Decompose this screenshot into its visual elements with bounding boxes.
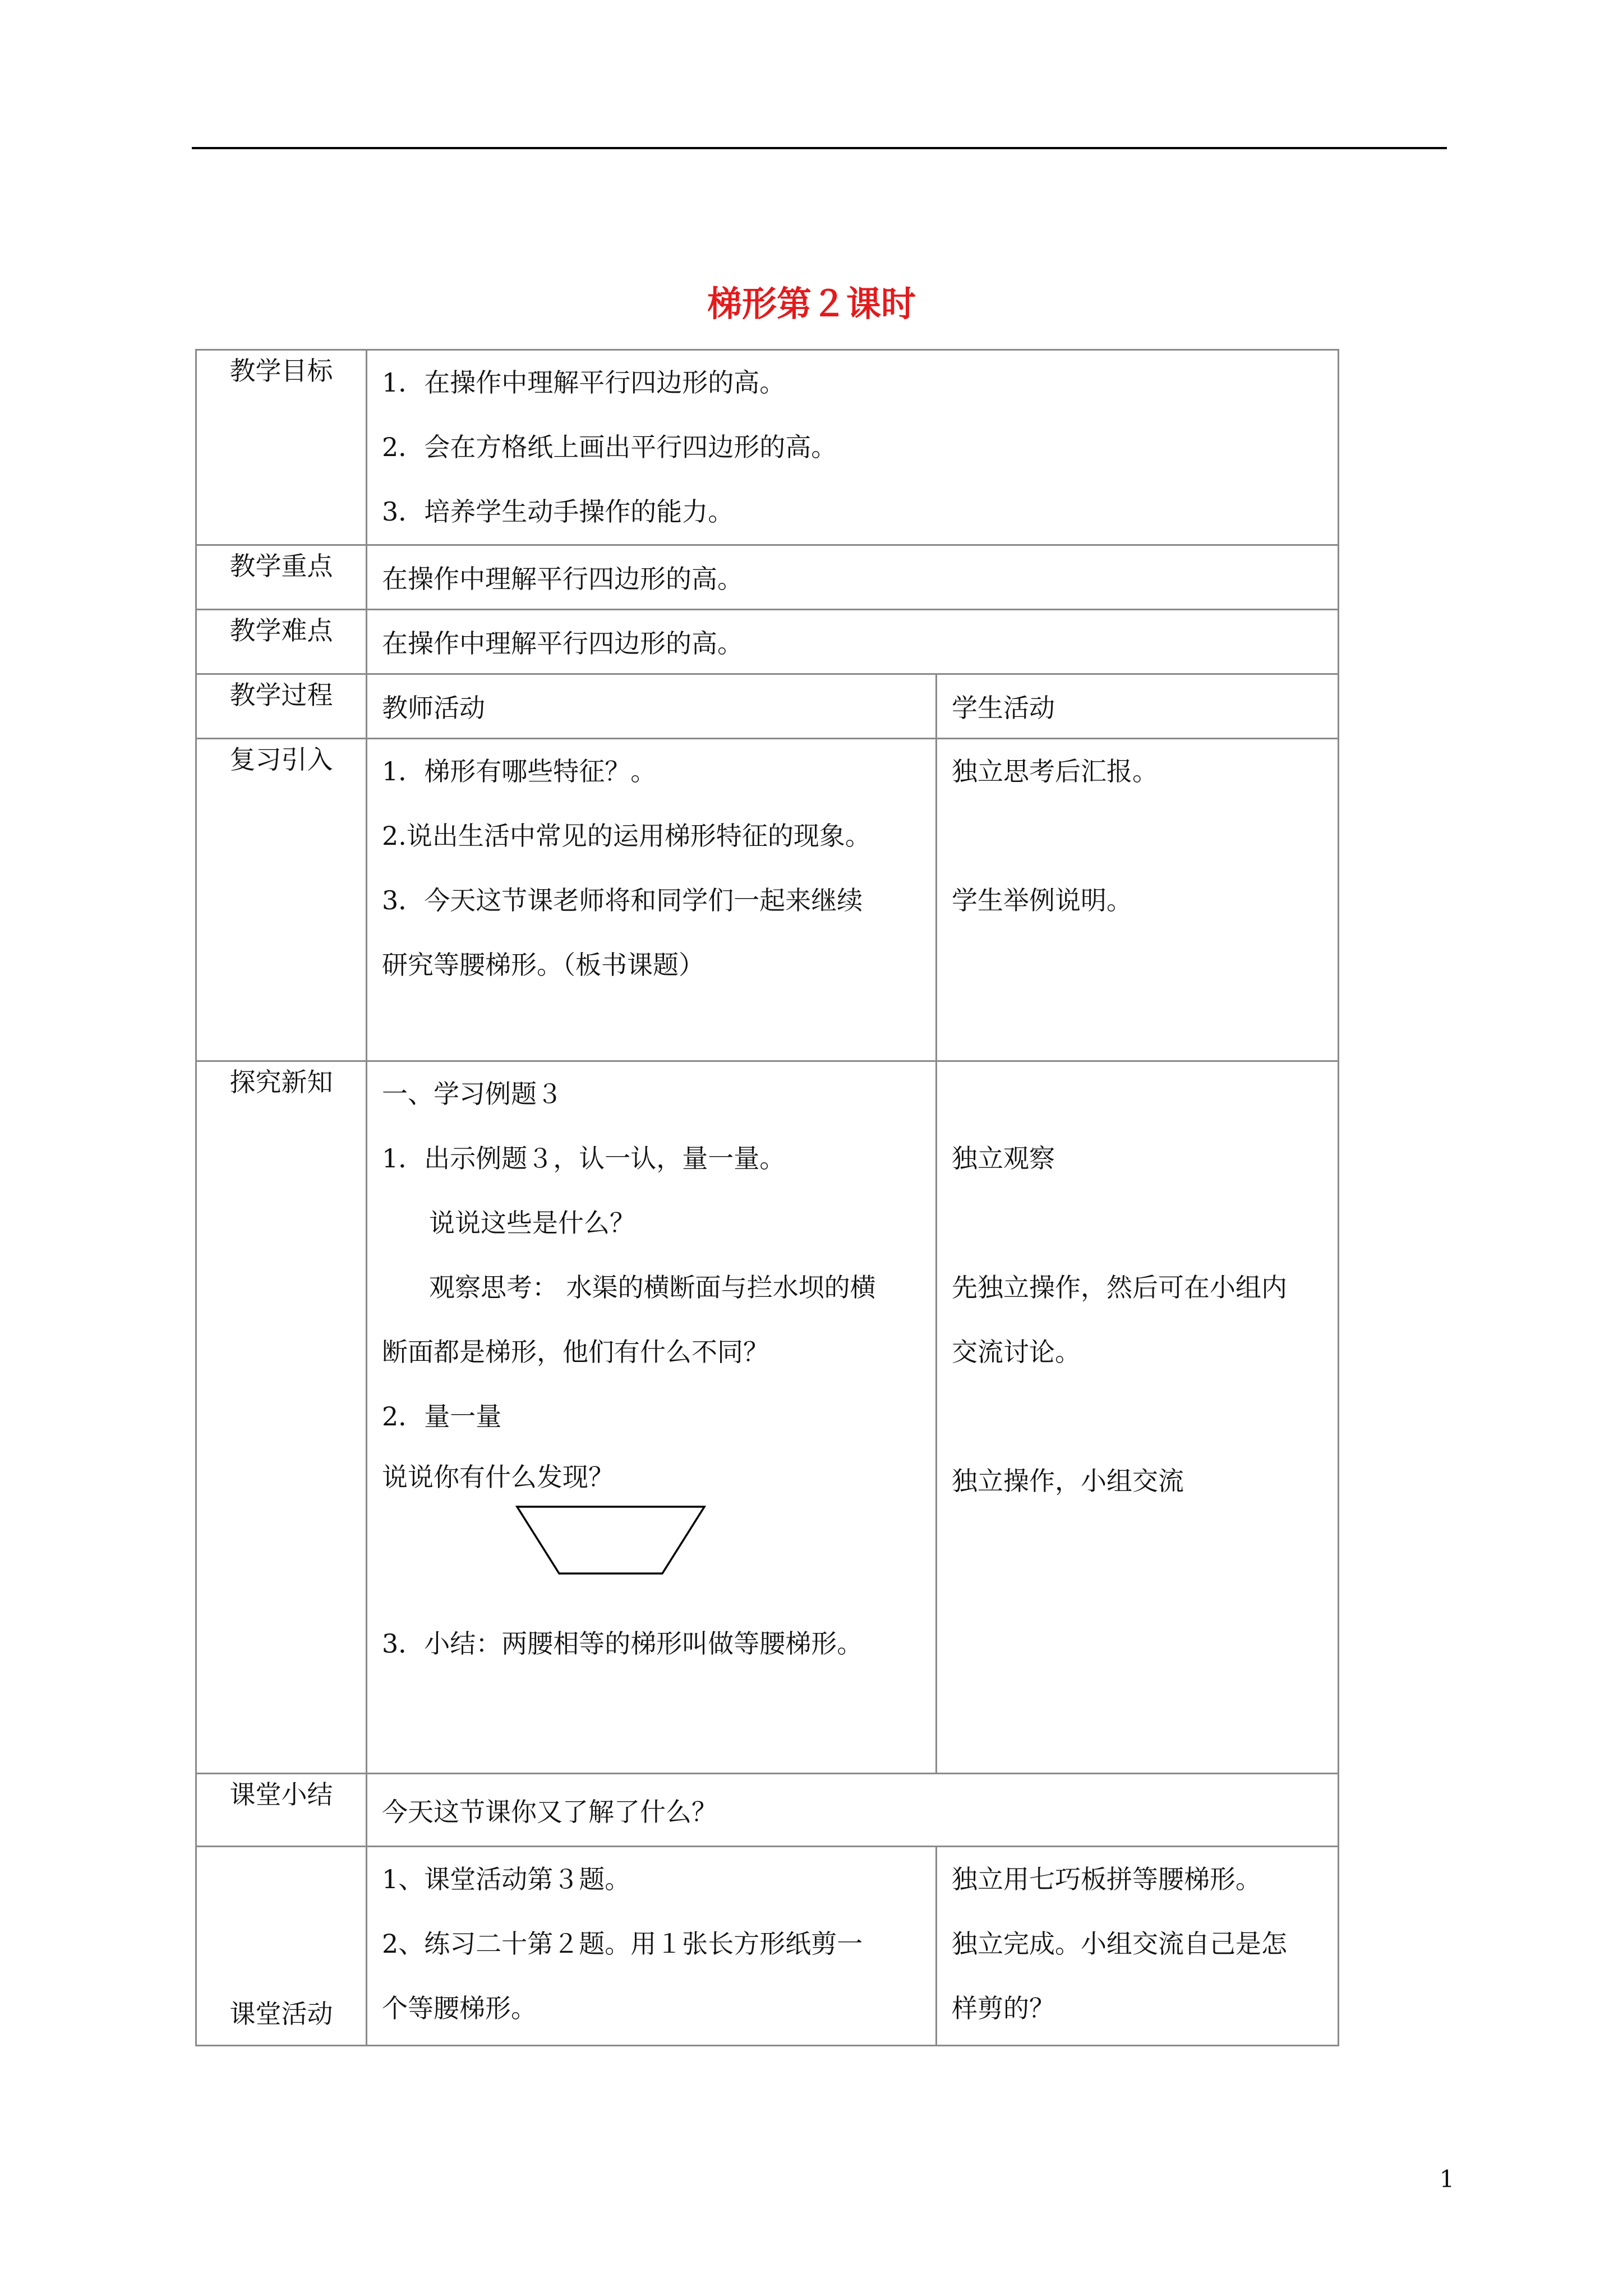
goal-item: 1．在操作中理解平行四边形的高。 [382, 367, 786, 398]
lesson-plan-table [195, 349, 1339, 2046]
teacher-line: 2、练习二十第２题。用１张长方形纸剪一 [382, 1929, 863, 1959]
review-teacher [367, 739, 937, 1061]
difficulties-label: 教学难点 [196, 610, 367, 674]
student-line: 学生举例说明。 [952, 885, 1132, 915]
teacher-line: 2.说出生活中常见的运用梯形特征的现象。 [382, 821, 871, 851]
activity-teacher [367, 1847, 937, 2046]
explore-student [937, 1061, 1339, 1774]
explore-label: 探究新知 [196, 1061, 367, 1774]
student-line: 独立操作，小组交流 [952, 1466, 1184, 1496]
summary-label: 课堂小结 [196, 1774, 367, 1847]
teacher-line: 观察思考： 水渠的横断面与拦水坝的横 [429, 1272, 876, 1303]
review-label: 复习引入 [196, 739, 367, 1061]
teacher-line: 1．梯形有哪些特征？。 [382, 756, 657, 786]
student-line: 独立用七巧板拼等腰梯形。 [952, 1864, 1261, 1894]
teacher-line: 3．小结：两腰相等的梯形叫做等腰梯形。 [382, 1628, 863, 1659]
goals-label: 教学目标 [196, 350, 367, 545]
page-title: 梯形第２课时 [707, 283, 916, 324]
key-points-label: 教学重点 [196, 545, 367, 610]
page-number: 1 [1439, 2165, 1455, 2193]
process-label: 教学过程 [196, 674, 367, 739]
review-student [937, 739, 1339, 1061]
goal-item: 2．会在方格纸上画出平行四边形的高。 [382, 432, 837, 462]
student-activity-header: 学生活动 [952, 693, 1055, 723]
difficulties-row [196, 610, 1339, 674]
difficulties-content [367, 610, 1339, 674]
process-header-row [196, 674, 1339, 739]
teacher-line: 2．量一量 [382, 1401, 502, 1432]
teacher-line: 说说这些是什么？ [429, 1208, 635, 1238]
goals-row [196, 350, 1339, 545]
teacher-activity-header: 教师活动 [382, 693, 485, 723]
teacher-header-cell [367, 674, 937, 739]
header-rule [192, 147, 1447, 149]
key-points-content [367, 545, 1339, 610]
teacher-line: 断面都是梯形，他们有什么不同？ [382, 1337, 769, 1367]
summary-row [196, 1774, 1339, 1847]
teacher-line: 研究等腰梯形。（板书课题） [382, 950, 704, 980]
student-line: 样剪的？ [952, 1993, 1055, 2023]
key-points-text: 在操作中理解平行四边形的高。 [382, 564, 743, 594]
explore-row [196, 1061, 1339, 1774]
summary-text: 今天这节课你又了解了什么？ [382, 1796, 717, 1827]
student-line: 交流讨论。 [952, 1337, 1081, 1367]
teacher-line: 1．出示例题３，认一认，量一量。 [382, 1143, 786, 1174]
goals-content [367, 350, 1339, 545]
activity-label: 课堂活动 [196, 1847, 367, 2046]
goal-item: 3．培养学生动手操作的能力。 [382, 496, 734, 527]
student-line: 先独立操作，然后可在小组内 [952, 1272, 1287, 1303]
summary-content [367, 1774, 1339, 1847]
student-line: 独立观察 [952, 1143, 1055, 1174]
teacher-line: 3．今天这节课老师将和同学们一起来继续 [382, 885, 863, 915]
student-line: 独立思考后汇报。 [952, 756, 1158, 786]
activity-row [196, 1847, 1339, 2046]
activity-student [937, 1847, 1339, 2046]
teacher-line: 一、学习例题３ [382, 1079, 562, 1109]
difficulties-text: 在操作中理解平行四边形的高。 [382, 628, 743, 659]
teacher-line: 1、课堂活动第３题。 [382, 1864, 631, 1894]
student-header-cell [937, 674, 1339, 739]
trapezoid-icon [515, 1505, 706, 1577]
review-row [196, 739, 1339, 1061]
trapezoid-figure [382, 1505, 935, 1612]
key-points-row [196, 545, 1339, 610]
teacher-line: 说说你有什么发现？ [382, 1462, 614, 1492]
teacher-line: 个等腰梯形。 [382, 1993, 537, 2023]
explore-teacher [367, 1061, 937, 1774]
student-line: 独立完成。小组交流自己是怎 [952, 1929, 1287, 1959]
